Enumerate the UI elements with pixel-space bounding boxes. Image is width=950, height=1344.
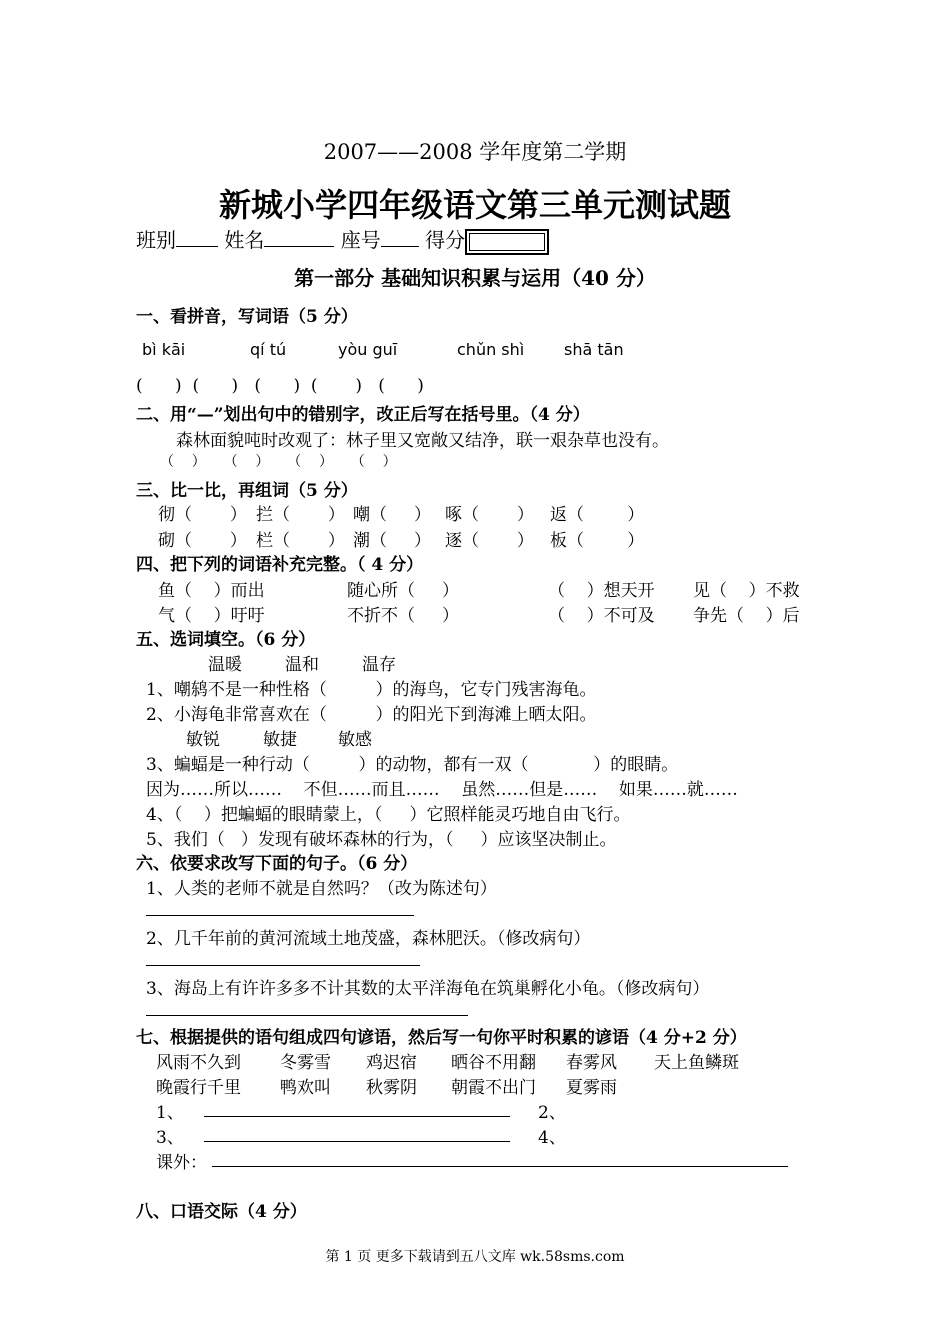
score-label: 得分 xyxy=(425,228,466,252)
q4-row1-item1: 鱼（ ）而出 xyxy=(158,581,265,601)
q7-phrase-4: 晒谷不用翻 xyxy=(451,1053,536,1073)
q5-sentence-2: 2、小海龟非常喜欢在（ ）的阳光下到海滩上晒太阳。 xyxy=(146,705,597,725)
q4-row1-item4: 见（ ）不救 xyxy=(693,581,800,601)
q1-heading: 一、看拼音，写词语（5 分） xyxy=(136,307,358,327)
q7-phrase-7: 晚霞行千里 xyxy=(156,1078,241,1098)
q5-sentence-3: 3、蝙蝠是一种行动（ ）的动物，都有一双（ ）的眼睛。 xyxy=(146,755,679,775)
q2-sentence: 森林面貌吨时改观了：林子里又宽敞又结净，联一艰杂草也没有。 xyxy=(176,431,669,451)
q6-answer-line-3[interactable] xyxy=(146,1015,468,1016)
q7-phrase-9: 秋雾阴 xyxy=(366,1078,417,1098)
q3-row1-item3: 嘲（ ） xyxy=(353,505,432,525)
seat-field[interactable] xyxy=(381,228,419,247)
q2-heading: 二、用“—”划出句中的错别字，改正后写在括号里。（4 分） xyxy=(136,405,590,425)
q7-num-4: 4、 xyxy=(538,1128,566,1148)
q7-heading: 七、根据提供的语句组成四句谚语，然后写一句你平时积累的谚语（4 分+2 分） xyxy=(136,1028,747,1048)
q6-answer-line-2[interactable] xyxy=(146,965,420,966)
q7-phrase-8: 鸭欢叫 xyxy=(280,1078,331,1098)
q6-answer-line-1[interactable] xyxy=(146,915,414,916)
q7-answer-line-3[interactable] xyxy=(204,1141,510,1142)
q3-row1-item4: 啄（ ） xyxy=(445,505,534,525)
q7-num-3: 3、 xyxy=(156,1128,184,1148)
q5-word-6: 敏感 xyxy=(338,730,372,750)
q4-row2-item4: 争先（ ）后 xyxy=(693,606,800,626)
q7-phrase-10: 朝霞不出门 xyxy=(451,1078,536,1098)
score-box[interactable] xyxy=(465,229,549,255)
q7-answer-line-1[interactable] xyxy=(204,1116,510,1117)
q2-answer-blanks: （ ） （ ） （ ） （ ） xyxy=(160,454,397,470)
q4-row2-item2: 不折不（ ） xyxy=(347,606,460,626)
q7-phrase-11: 夏雾雨 xyxy=(566,1078,617,1098)
q1-pinyin-3: yòu guī xyxy=(338,340,398,359)
q3-row2-item2: 栏（ ） xyxy=(256,531,345,551)
q1-pinyin-2: qí tú xyxy=(250,340,287,359)
name-field[interactable] xyxy=(264,228,334,247)
q7-extra-label: 课外： xyxy=(156,1153,207,1173)
q3-heading: 三、比一比，再组词（5 分） xyxy=(136,481,358,501)
page-footer: 第 1 页 更多下载请到五八文库 wk.58sms.com xyxy=(325,1249,625,1265)
q6-sentence-3: 3、海岛上有许许多多不计其数的太平洋海龟在筑巢孵化小龟。（修改病句） xyxy=(146,979,710,999)
q7-phrase-2: 冬雾雪 xyxy=(280,1053,331,1073)
q5-word-1: 温暖 xyxy=(208,655,242,675)
q4-heading: 四、把下列的词语补充完整。（ 4 分） xyxy=(136,555,424,575)
q7-phrase-1: 风雨不久到 xyxy=(156,1053,241,1073)
q5-conjunctions: 因为……所以…… 不但……而且…… 虽然……但是…… 如果……就…… xyxy=(146,780,738,800)
q7-phrase-3: 鸡迟宿 xyxy=(366,1053,417,1073)
q7-extra-answer-line[interactable] xyxy=(212,1166,788,1167)
q5-word-2: 温和 xyxy=(285,655,319,675)
q5-heading: 五、选词填空。（6 分） xyxy=(136,630,316,650)
q5-word-5: 敏捷 xyxy=(263,730,297,750)
q6-sentence-2: 2、几千年前的黄河流域土地茂盛，森林肥沃。（修改病句） xyxy=(146,929,591,949)
q3-row1-item2: 拦（ ） xyxy=(256,505,345,525)
exam-title: 新城小学四年级语文第三单元测试题 xyxy=(218,186,731,224)
q6-sentence-1: 1、人类的老师不就是自然吗？（改为陈述句） xyxy=(146,879,497,899)
q5-word-4: 敏锐 xyxy=(186,730,220,750)
q3-row1-item1: 彻（ ） xyxy=(158,505,247,525)
q7-phrase-6: 天上鱼鳞斑 xyxy=(654,1053,739,1073)
q8-heading: 八、口语交际（4 分） xyxy=(136,1202,307,1222)
exam-term: 2007——2008 学年度第二学期 xyxy=(323,140,627,164)
part-heading: 第一部分 基础知识积累与运用（40 分） xyxy=(294,266,656,290)
q5-word-3: 温存 xyxy=(362,655,396,675)
q5-sentence-5: 5、我们（ ）发现有破坏森林的行为，（ ）应该坚决制止。 xyxy=(146,830,617,850)
q1-pinyin-5: shā tān xyxy=(564,340,624,359)
q4-row1-item3: （ ）想天开 xyxy=(548,581,655,601)
q4-row1-item2: 随心所（ ） xyxy=(347,581,460,601)
q3-row2-item4: 逐（ ） xyxy=(445,531,534,551)
q7-phrase-5: 春雾风 xyxy=(566,1053,617,1073)
q3-row1-item5: 返（ ） xyxy=(550,505,645,525)
q4-row2-item1: 气（ ）吁吁 xyxy=(158,606,265,626)
q1-pinyin-4: chǔn shì xyxy=(457,340,525,359)
class-field[interactable] xyxy=(176,228,218,247)
q5-sentence-4: 4、（ ）把蝙蝠的眼睛蒙上，（ ）它照样能灵巧地自由飞行。 xyxy=(146,805,631,825)
student-info-row xyxy=(136,224,549,255)
q7-num-1: 1、 xyxy=(156,1103,184,1123)
q1-answer-blanks: ( ) ( ) ( ) ( ) ( ) xyxy=(136,376,424,396)
q1-pinyin-1: bì kāi xyxy=(142,340,186,359)
q5-sentence-1: 1、嘲鸫不是一种性格（ ）的海鸟，它专门残害海龟。 xyxy=(146,680,597,700)
q4-row2-item3: （ ）不可及 xyxy=(548,606,655,626)
q3-row2-item1: 砌（ ） xyxy=(158,531,247,551)
q6-heading: 六、依要求改写下面的句子。（6 分） xyxy=(136,854,418,874)
q3-row2-item3: 潮（ ） xyxy=(353,531,432,551)
q3-row2-item5: 板（ ） xyxy=(550,531,645,551)
name-label: 姓名 xyxy=(224,228,265,252)
class-label: 班别 xyxy=(136,228,176,252)
seat-label: 座号 xyxy=(340,228,381,252)
q7-num-2: 2、 xyxy=(538,1103,566,1123)
